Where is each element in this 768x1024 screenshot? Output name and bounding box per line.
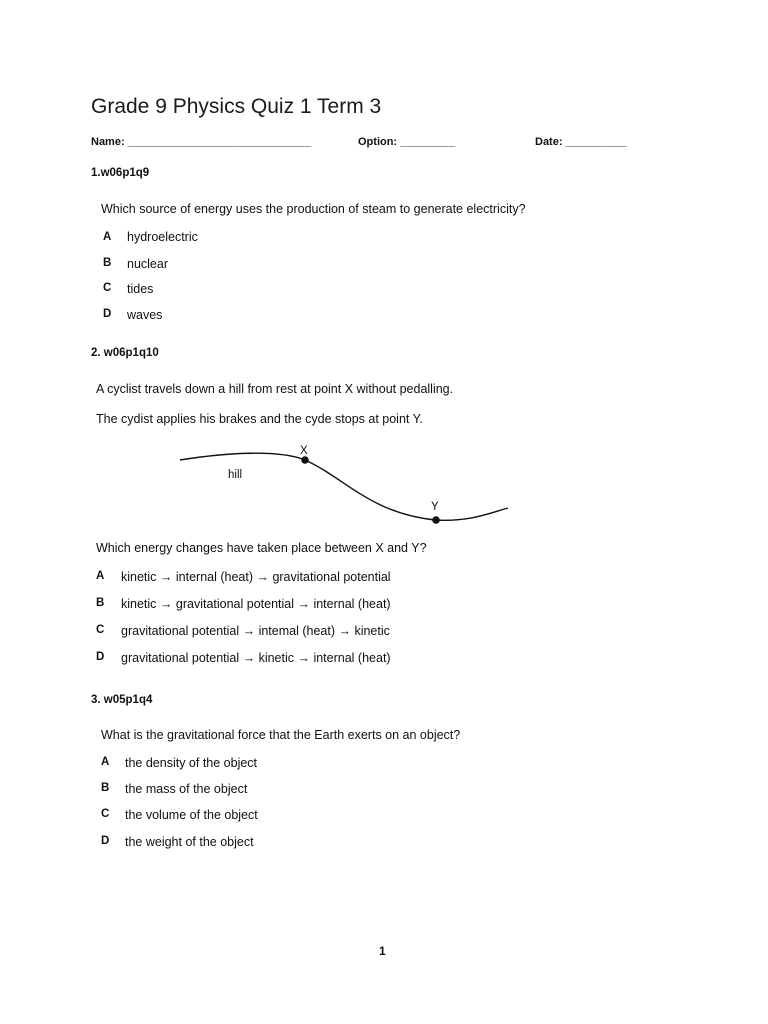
- point-y-marker: [432, 516, 440, 524]
- hill-label: hill: [228, 469, 243, 481]
- page-number: 1: [379, 944, 386, 958]
- q1-option-a-text[interactable]: hydroelectric: [127, 230, 198, 244]
- point-y-label: Y: [431, 501, 439, 513]
- q3-option-c-text[interactable]: the volume of the object: [125, 808, 258, 822]
- option-field[interactable]: Option: _________: [358, 136, 456, 148]
- question-3-text: What is the gravitational force that the Earth exerts on an object?: [101, 728, 461, 742]
- q1-option-c-text[interactable]: tides: [127, 282, 154, 296]
- q1-option-b-letter: B: [103, 257, 112, 269]
- q2-option-a-letter: A: [96, 570, 105, 582]
- question-2-number: 2. w06p1q10: [91, 347, 159, 359]
- point-x-marker: [301, 456, 309, 464]
- q2-option-b-letter: B: [96, 597, 105, 609]
- q1-option-a-letter: A: [103, 231, 112, 243]
- page-title: Grade 9 Physics Quiz 1 Term 3: [91, 95, 382, 118]
- q1-option-d-text[interactable]: waves: [127, 308, 163, 322]
- q3-option-b-text[interactable]: the mass of the object: [125, 782, 248, 796]
- q3-option-a-text[interactable]: the density of the object: [125, 756, 258, 770]
- q3-option-a-letter: A: [101, 756, 110, 768]
- point-x-label: X: [300, 445, 308, 457]
- q3-option-c-letter: C: [101, 808, 110, 820]
- name-field[interactable]: Name: ______________________________: [91, 136, 312, 148]
- question-1-text: Which source of energy uses the production of steam to generate electricity?: [101, 202, 526, 216]
- q1-option-d-letter: D: [103, 308, 112, 320]
- question-1-number: 1.w06p1q9: [91, 167, 150, 179]
- question-2-text-line2: The cydist applies his brakes and the cyde stops at point Y.: [96, 412, 423, 426]
- q1-option-c-letter: C: [103, 282, 112, 294]
- q2-option-a-text[interactable]: kinetic → internal (heat) → gravitational potential: [121, 570, 391, 584]
- q3-option-d-letter: D: [101, 835, 110, 847]
- q2-option-d-letter: D: [96, 651, 105, 663]
- q3-option-d-text[interactable]: the weight of the object: [125, 835, 254, 849]
- date-field[interactable]: Date: __________: [535, 136, 627, 148]
- hill-diagram: [170, 438, 520, 533]
- q1-option-b-text[interactable]: nuclear: [127, 257, 168, 271]
- q2-option-b-text[interactable]: kinetic → gravitational potential → internal (heat): [121, 597, 391, 611]
- question-3-number: 3. w05p1q4: [91, 694, 153, 706]
- question-2-prompt: Which energy changes have taken place between X and Y?: [96, 541, 427, 555]
- question-2-text-line1: A cyclist travels down a hill from rest at point X without pedalling.: [96, 382, 454, 396]
- q2-option-c-letter: C: [96, 624, 105, 636]
- q2-option-c-text[interactable]: gravitational potential → intemal (heat) → kinetic: [121, 624, 390, 638]
- q2-option-d-text[interactable]: gravitational potential → kinetic → internal (heat): [121, 651, 391, 665]
- q3-option-b-letter: B: [101, 782, 110, 794]
